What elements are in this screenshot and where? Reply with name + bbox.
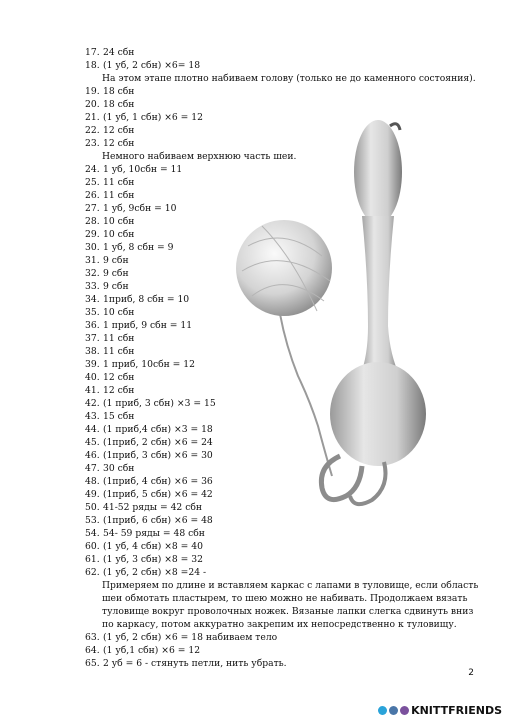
row-number: 62. (85, 567, 100, 578)
row-number: 38. (85, 346, 100, 357)
instruction-row (85, 137, 485, 150)
row-number: 35. (85, 307, 100, 318)
instruction-row (85, 215, 485, 228)
row-text: 1 приб, 10сбн = 12 (103, 359, 195, 370)
telegram-icon (378, 706, 387, 715)
row-number: 44. (85, 424, 100, 435)
instruction-row (85, 254, 485, 267)
row-number: 18. (85, 60, 100, 71)
row-number: 60. (85, 541, 100, 552)
row-number: 49. (85, 489, 100, 500)
row-text: 15 сбн (103, 411, 135, 422)
row-text: 1 уб, 8 сбн = 9 (103, 242, 174, 253)
instruction-row (85, 46, 485, 59)
row-number: 47. (85, 463, 100, 474)
row-text: 10 сбн (103, 307, 135, 318)
row-text: 24 сбн (103, 47, 135, 58)
instruction-row (85, 631, 485, 644)
row-number: 28. (85, 216, 100, 227)
row-text: 10 сбн (103, 229, 135, 240)
row-number: 33. (85, 281, 100, 292)
instruction-row (85, 319, 485, 332)
instruction-row (85, 449, 485, 462)
row-text: 1 уб, 10сбн = 11 (103, 164, 183, 175)
instruction-row (85, 553, 485, 566)
instruction-row (85, 306, 485, 319)
row-text: (1 уб,1 сбн) ×6 = 12 (103, 645, 201, 656)
row-number: 34. (85, 294, 100, 305)
brand-name: KNITTFRIENDS (411, 704, 502, 717)
instruction-row (85, 423, 485, 436)
row-text: 11 сбн (103, 346, 135, 357)
instruction-row (85, 111, 485, 124)
row-number: 50. (85, 502, 100, 513)
row-text: 12 сбн (103, 385, 135, 396)
instruction-row (85, 189, 485, 202)
instruction-row (85, 59, 485, 72)
row-text: (1приб, 4 сбн) ×6 = 36 (103, 476, 213, 487)
row-text: (1 уб, 1 сбн) ×6 = 12 (103, 112, 203, 123)
row-number: 41. (85, 385, 100, 396)
instruction-row (85, 280, 485, 293)
row-text: 11 сбн (103, 177, 135, 188)
instruction-row (85, 488, 485, 501)
vk-icon (389, 706, 398, 715)
row-number: 17. (85, 47, 100, 58)
row-text: 9 сбн (103, 268, 129, 279)
row-text: 11 сбн (103, 333, 135, 344)
note-stuff-neck: Немного набиваем верхнюю часть шеи. (102, 151, 297, 162)
instruction-row (85, 358, 485, 371)
row-text: (1 уб, 3 сбн) ×8 = 32 (103, 554, 203, 565)
instruction-row (85, 332, 485, 345)
row-text: (1 уб, 4 сбн) ×8 = 40 (103, 541, 203, 552)
row-number: 65. (85, 658, 100, 669)
row-text: 30 сбн (103, 463, 135, 474)
row-number: 19. (85, 86, 100, 97)
instruction-row (85, 501, 485, 514)
row-text: 12 сбн (103, 372, 135, 383)
row-text: 11 сбн (103, 190, 135, 201)
row-text: 12 сбн (103, 138, 135, 149)
instruction-row (85, 436, 485, 449)
instruction-row (85, 657, 485, 670)
instruction-row (85, 228, 485, 241)
instructions (85, 46, 485, 670)
instruction-row (85, 566, 485, 579)
instruction-row (85, 241, 485, 254)
instruction-row (85, 397, 485, 410)
row-text: (1приб, 3 сбн) ×6 = 30 (103, 450, 213, 461)
row-number: 42. (85, 398, 100, 409)
row-text: 1 приб, 9 сбн = 11 (103, 320, 193, 331)
row-number: 48. (85, 476, 100, 487)
instruction-row (85, 384, 485, 397)
row-number: 25. (85, 177, 100, 188)
row-number: 43. (85, 411, 100, 422)
page-number: 2 (468, 668, 474, 678)
row-text: 1 уб, 9сбн = 10 (103, 203, 177, 214)
brand-footer (378, 704, 502, 717)
row-text: 41-52 ряды = 42 сбн (103, 502, 203, 513)
row-number: 37. (85, 333, 100, 344)
row-text: (1 приб, 3 сбн) ×3 = 15 (103, 398, 216, 409)
instruction-row (85, 540, 485, 553)
note-stuff-head: На этом этапе плотно набиваем голову (только не до каменного состояния). (102, 73, 476, 84)
instruction-row (85, 475, 485, 488)
row-number: 21. (85, 112, 100, 123)
instruction-row (85, 85, 485, 98)
row-number: 29. (85, 229, 100, 240)
instruction-row (85, 462, 485, 475)
row-text: (1приб, 6 сбн) ×6 = 48 (103, 515, 213, 526)
instruction-row (85, 293, 485, 306)
row-text: 9 сбн (103, 255, 129, 266)
row-number: 26. (85, 190, 100, 201)
row-number: 53. (85, 515, 100, 526)
instruction-row (85, 644, 485, 657)
instruction-row (85, 163, 485, 176)
row-number: 61. (85, 554, 100, 565)
row-number: 32. (85, 268, 100, 279)
row-number: 63. (85, 632, 100, 643)
instruction-row (85, 371, 485, 384)
instruction-row (85, 527, 485, 540)
rows-group-b (85, 85, 485, 150)
row-number: 20. (85, 99, 100, 110)
row-text: (1приб, 2 сбн) ×6 = 24 (103, 437, 213, 448)
row-number: 23. (85, 138, 100, 149)
row-text: 54- 59 ряды = 48 сбн (103, 528, 205, 539)
instruction-row (85, 410, 485, 423)
row-number: 40. (85, 372, 100, 383)
row-number: 27. (85, 203, 100, 214)
row-text: 18 сбн (103, 99, 135, 110)
row-text: 12 сбн (103, 125, 135, 136)
rows-group-d (85, 631, 485, 670)
rows-group-a (85, 46, 485, 72)
row-text: (1 уб, 2 сбн) ×8 =24 - (103, 567, 207, 578)
row-number: 46. (85, 450, 100, 461)
row-number: 31. (85, 255, 100, 266)
row-text: 9 сбн (103, 281, 129, 292)
instruction-row (85, 345, 485, 358)
row-number: 22. (85, 125, 100, 136)
row-number: 30. (85, 242, 100, 253)
row-text: (1 уб, 2 сбн) ×6 = 18 набиваем тело (103, 632, 278, 643)
row-text: (1приб, 5 сбн) ×6 = 42 (103, 489, 213, 500)
row-number: 64. (85, 645, 100, 656)
row-number: 24. (85, 164, 100, 175)
row-number: 54. (85, 528, 100, 539)
instruction-row (85, 267, 485, 280)
rows-group-c (85, 163, 485, 579)
instruction-row (85, 98, 485, 111)
instruction-row (85, 514, 485, 527)
row-text: 2 уб = 6 - стянуть петли, нить убрать. (103, 658, 287, 669)
row-text: (1 уб, 2 сбн) ×6= 18 (103, 60, 201, 71)
row-text: (1 приб,4 сбн) ×3 = 18 (103, 424, 213, 435)
viber-icon (400, 706, 409, 715)
row-text: 10 сбн (103, 216, 135, 227)
note-insert-frame: Примеряем по длине и вставляем каркас с лапами в туловище, если область шеи обмотать пластырем, то шею можно не набивать. Продолжаем вязать туловище вокруг проволочных ножек. Вязаные лапки слегка сдвинуть вниз по каркасу, потом аккуратно закрепим их непосредственно к туловищу. (102, 580, 479, 630)
row-number: 36. (85, 320, 100, 331)
instruction-row (85, 124, 485, 137)
row-text: 18 сбн (103, 86, 135, 97)
instruction-row (85, 176, 485, 189)
row-text: 1приб, 8 сбн = 10 (103, 294, 190, 305)
row-number: 45. (85, 437, 100, 448)
instruction-row (85, 202, 485, 215)
row-number: 39. (85, 359, 100, 370)
